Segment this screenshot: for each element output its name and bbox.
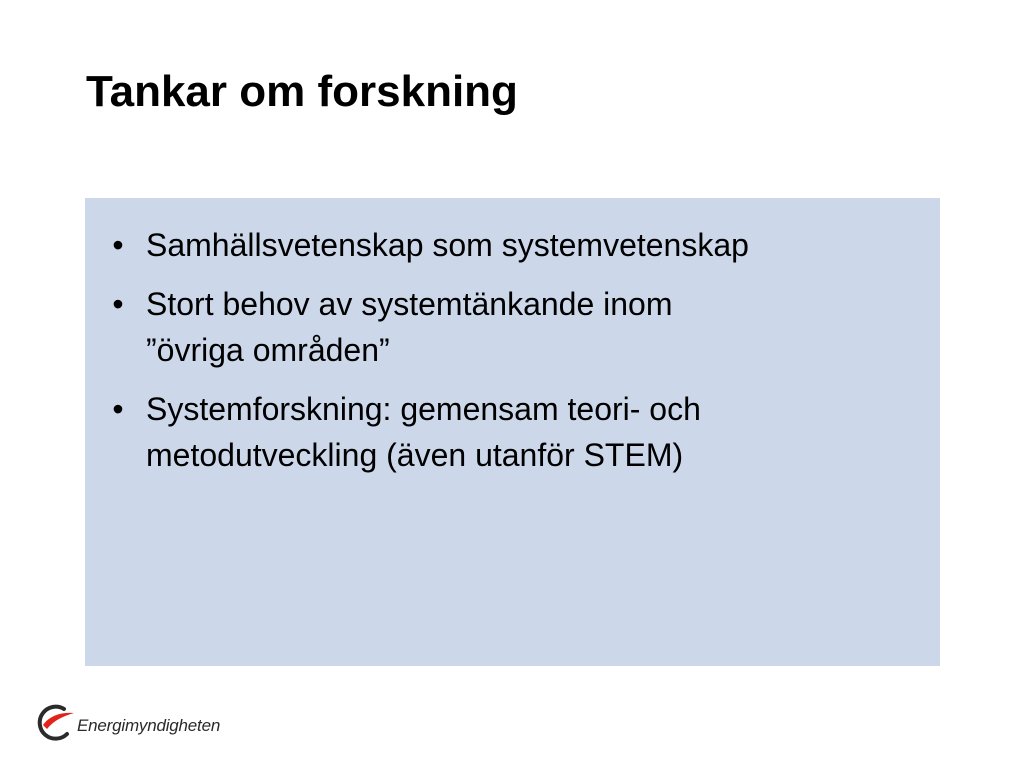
bullet-item [108,386,908,478]
bullet-item [108,222,908,268]
bullet-text-line: Stort behov av systemtänkande inom [146,286,673,322]
energimyndigheten-logo-icon [34,701,76,743]
bullet-text-line: Systemforskning: gemensam teori- och [146,391,701,427]
bullet-marker: • [112,391,124,427]
bullet-list [108,222,908,491]
content-box [85,198,940,666]
slide-title: Tankar om forskning [86,67,518,116]
bullet-item [108,281,908,373]
bullet-marker: • [112,227,124,263]
bullet-text-line: ”övriga områden” [146,332,390,368]
bullet-marker: • [112,286,124,322]
bullet-text-line: Samhällsvetenskap som systemvetenskap [146,227,749,263]
bullet-text-line: metodutveckling (även utanför STEM) [146,437,684,473]
organization-logo [34,700,220,744]
logo-text: Energimyndigheten [77,716,221,735]
